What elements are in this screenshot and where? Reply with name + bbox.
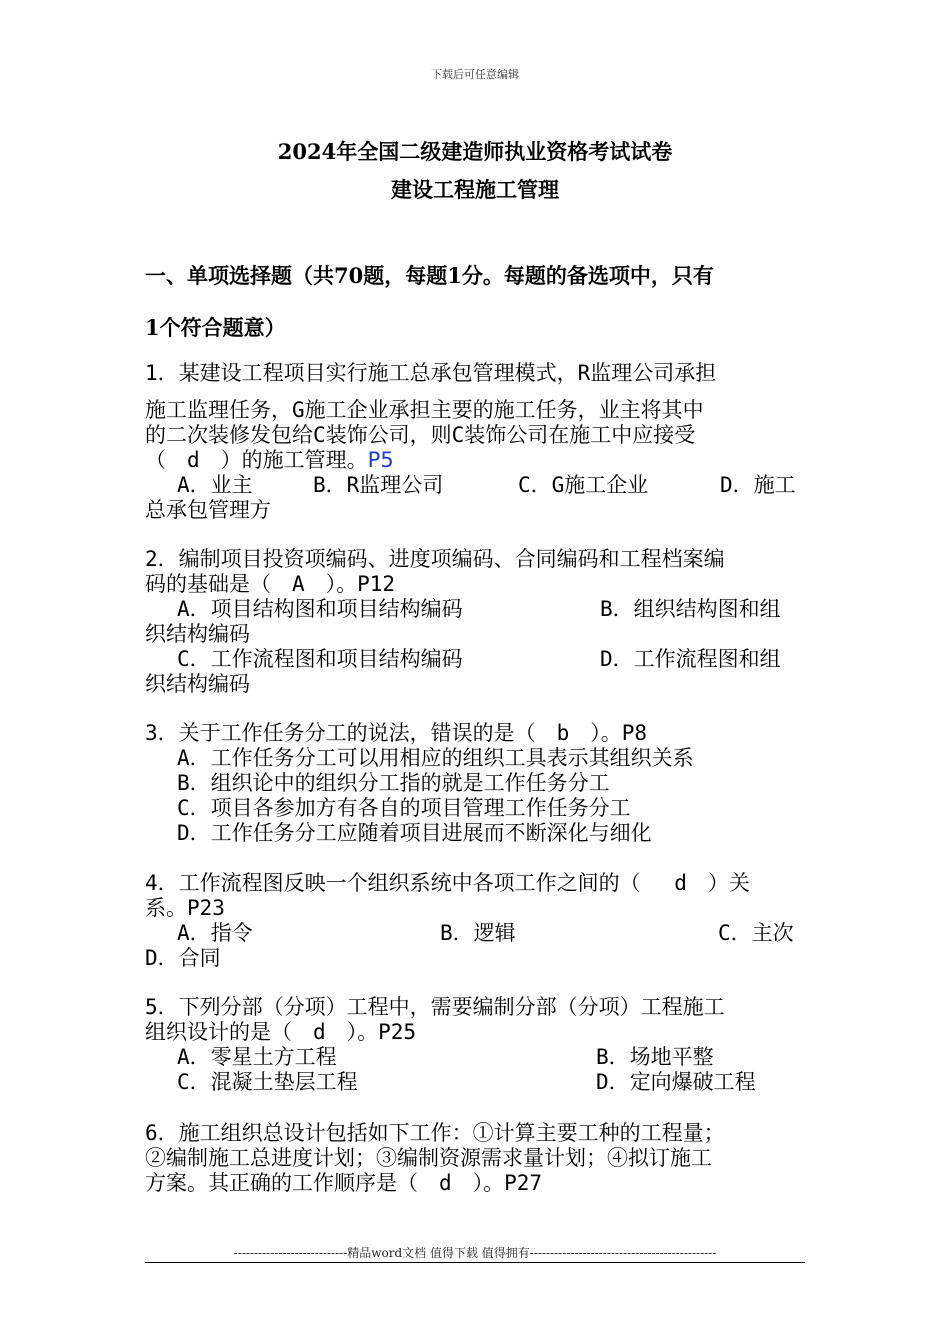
question-2-option-d: D．工作流程图和组 <box>600 647 781 671</box>
question-4-option-c: C．主次 <box>718 921 794 945</box>
question-4-option-d: D．合同 <box>145 946 221 970</box>
question-4-option-b: B．逻辑 <box>440 921 516 945</box>
question-5-line-1: 5．下列分部（分项）工程中，需要编制分部（分项）工程施工 <box>145 995 725 1019</box>
exam-title: 2024年全国二级建造师执业资格考试试卷 <box>277 139 673 164</box>
footer-note: ----------------------------精品word文档 值得下载 值得拥有---------------------------------------------- <box>233 1246 717 1260</box>
question-1-option-d-wrap: 总承包管理方 <box>145 498 271 522</box>
question-6-line-2: ②编制施工总进度计划；③编制资源需求量计划；④拟订施工 <box>145 1146 712 1170</box>
question-1-line-3: 的二次装修发包给C装饰公司，则C装饰公司在施工中应接受 <box>145 423 696 447</box>
question-1-line-4 <box>145 448 394 473</box>
question-2-line-1: 2．编制项目投资项编码、进度项编码、合同编码和工程档案编 <box>145 547 725 571</box>
question-6-line-1: 6．施工组织总设计包括如下工作：①计算主要工种的工程量； <box>145 1121 725 1145</box>
question-4-option-a: A．指令 <box>177 921 253 945</box>
question-3-line-1: 3．关于工作任务分工的说法，错误的是（ b ）。P8 <box>145 721 648 745</box>
exam-subtitle: 建设工程施工管理 <box>391 177 559 202</box>
question-3-option-a: A．工作任务分工可以用相应的组织工具表示其组织关系 <box>177 746 694 770</box>
question-1-option-b: B．R监理公司 <box>313 473 444 497</box>
question-2-option-b-wrap: 织结构编码 <box>145 622 250 646</box>
question-2-option-d-wrap: 织结构编码 <box>145 672 250 696</box>
question-3-option-c: C．项目各参加方有各自的项目管理工作任务分工 <box>177 796 631 820</box>
question-2-option-c: C．工作流程图和项目结构编码 <box>177 647 463 671</box>
section-heading-continued: 1个符合题意） <box>145 315 286 340</box>
question-1-line-1: 1．某建设工程项目实行施工总承包管理模式，R监理公司承担 <box>145 361 717 385</box>
question-5-option-a: A．零星土方工程 <box>177 1045 337 1069</box>
question-1-page-ref: P5 <box>367 448 394 472</box>
question-2-option-b: B．组织结构图和组 <box>600 597 781 621</box>
question-2-line-2: 码的基础是（ A ）。P12 <box>145 572 396 596</box>
question-3-option-b: B．组织论中的组织分工指的就是工作任务分工 <box>177 771 610 795</box>
footer-rule <box>145 1262 805 1263</box>
question-1-line-2: 施工监理任务，G施工企业承担主要的施工任务，业主将其中 <box>145 398 704 422</box>
question-5-line-2: 组织设计的是（ d ）。P25 <box>145 1020 417 1044</box>
question-1-option-c: C．G施工企业 <box>518 473 649 497</box>
question-5-option-c: C．混凝土垫层工程 <box>177 1070 358 1094</box>
question-4-line-1: 4．工作流程图反映一个组织系统中各项工作之间的（ d ）关 <box>145 871 750 895</box>
question-1-option-a: A．业主 <box>177 473 253 497</box>
question-3-option-d: D．工作任务分工应随着项目进展而不断深化与细化 <box>177 821 652 845</box>
question-4-line-2: 系。P23 <box>145 896 225 920</box>
question-5-option-d: D．定向爆破工程 <box>596 1070 756 1094</box>
question-2-option-a: A．项目结构图和项目结构编码 <box>177 597 463 621</box>
question-6-line-3: 方案。其正确的工作顺序是（ d ）。P27 <box>145 1171 543 1195</box>
question-1-option-d: D．施工 <box>720 473 796 497</box>
header-note: 下载后可任意编辑 <box>431 68 519 81</box>
question-1-stem-end: （ d ）的施工管理。 <box>145 448 368 472</box>
question-5-option-b: B．场地平整 <box>596 1045 714 1069</box>
section-heading: 一、单项选择题（共70题，每题1分。每题的备选项中，只有 <box>145 263 714 288</box>
